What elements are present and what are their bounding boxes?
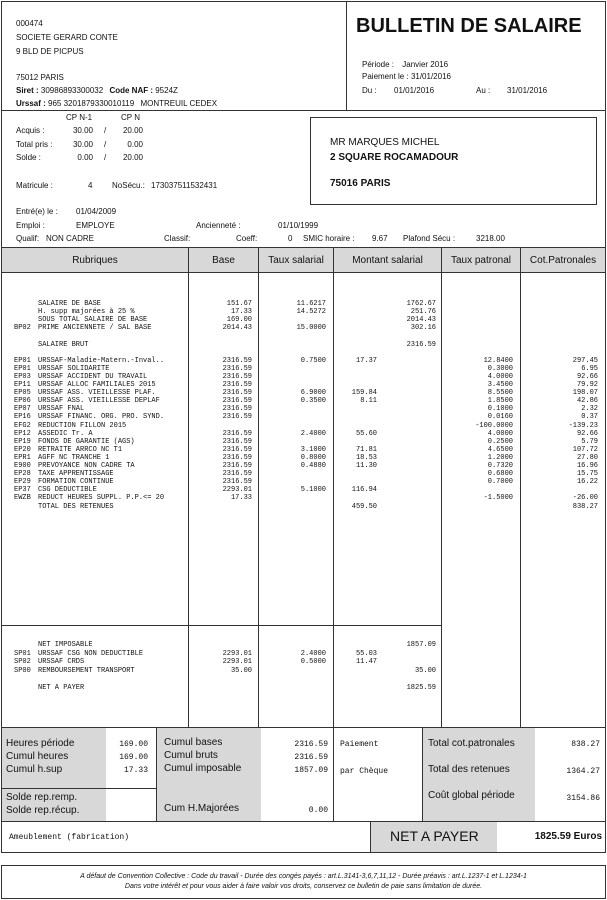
row-base: 169.00	[226, 316, 252, 325]
row-cot-patronale: 16.22	[576, 478, 598, 487]
row-code: EP20	[14, 445, 31, 454]
row-label: URSSAF ASS. VIEILLESSE PLAF.	[38, 389, 156, 398]
table-row	[0, 684, 607, 692]
row-base: 17.33	[230, 494, 252, 503]
row-taux-patronal: 8.5500	[487, 389, 513, 398]
paiement-mode: par Chèque	[340, 767, 389, 776]
cout-global-label: Coût global période	[428, 790, 515, 801]
conges-pris-n1: 30.00	[72, 140, 93, 149]
plafond-label: Plafond Sécu :	[403, 234, 456, 243]
row-gain: 251.76	[410, 308, 436, 317]
table-row	[0, 667, 607, 675]
row-gain: 1825.59	[406, 684, 436, 692]
row-base: 2316.59	[222, 381, 252, 389]
row-taux-salarial: 3.1000	[300, 445, 326, 454]
col-taux-patronal: Taux patronal	[450, 255, 512, 266]
total-retenues-value: 1364.27	[566, 767, 600, 776]
employee-name: MR MARQUES MICHEL	[330, 137, 440, 148]
row-gain: 35.00	[414, 666, 436, 675]
row-label: PREVOYANCE NON CADRE TA	[38, 462, 135, 470]
matricule-label: Matricule :	[16, 181, 53, 190]
conges-solde-n1: 0.00	[77, 153, 93, 162]
row-label: URSSAF CSG NON DEDUCTIBLE	[38, 649, 144, 658]
table-row	[0, 486, 607, 494]
row-cot-patronale: 838.27	[572, 502, 598, 511]
row-code: EP01	[14, 356, 31, 365]
du-value: 01/01/2016	[394, 86, 435, 95]
row-label: FONDS DE GARANTIE (AGS)	[38, 437, 135, 446]
row-code: SP02	[14, 658, 31, 667]
employer-siret: Siret : 30986893300032 Code NAF : 9524Z	[16, 86, 178, 95]
conges-pris-n: 0.00	[127, 140, 143, 149]
row-code: SP00	[14, 666, 31, 675]
row-code: EP16	[14, 413, 31, 422]
table-row	[0, 478, 607, 486]
row-code: EP29	[14, 478, 31, 487]
row-label: REDUCT HEURES SUPPL. P.P.<= 20	[38, 494, 165, 503]
row-label: URSSAF FINANC. ORG. PRO. SYND.	[38, 413, 165, 422]
table-row	[0, 422, 607, 430]
col-rubriques: Rubriques	[72, 255, 118, 266]
row-label: URSSAF SOLIDARITE	[38, 364, 110, 373]
cumul-bruts-value: 2316.59	[294, 753, 328, 762]
table-row	[0, 438, 607, 446]
table-row	[0, 381, 607, 389]
row-taux-salarial: 0.5000	[300, 658, 326, 667]
table-row	[0, 349, 607, 357]
cum-hmaj-label: Cum H.Majorées	[164, 803, 240, 814]
row-label: RETRAITE ARRCO NC T1	[38, 445, 123, 454]
row-cot-patronale: 92.66	[576, 372, 598, 381]
row-taux-patronal: 1.8500	[487, 397, 513, 406]
employer-address: 9 BLD DE PICPUS	[16, 47, 84, 56]
table-row	[0, 494, 607, 502]
row-retenue: 116.94	[351, 486, 377, 495]
row-code: EPR1	[14, 453, 31, 462]
row-taux-salarial: 2.4000	[300, 429, 326, 438]
nosecu-label: NoSécu.:	[112, 181, 145, 190]
row-label: NET IMPOSABLE	[38, 641, 93, 649]
row-taux-salarial: 11.6217	[296, 300, 326, 308]
row-base: 2316.59	[222, 397, 252, 406]
row-base: 2293.01	[222, 649, 252, 658]
row-label: AGFF NC TRANCHE 1	[38, 453, 110, 462]
row-base: 2316.59	[222, 470, 252, 479]
row-code: SP01	[14, 649, 31, 658]
row-taux-patronal: 0.1000	[487, 405, 513, 414]
anciennete-value: 01/10/1999	[278, 221, 319, 230]
row-label: URSSAF CRDS	[38, 658, 85, 667]
row-taux-patronal: 0.7000	[487, 478, 513, 487]
row-code: EP01	[14, 364, 31, 373]
row-gain: 302.16	[410, 324, 436, 333]
table-row	[0, 357, 607, 365]
row-code: EFG2	[14, 421, 31, 430]
row-label: URSSAF ACCIDENT DU TRAVAIL	[38, 372, 148, 381]
row-taux-patronal: 0.0160	[487, 413, 513, 422]
table-row	[0, 341, 607, 349]
cumul-heures-label: Cumul heures	[6, 751, 69, 762]
row-cot-patronale: 27.80	[576, 453, 598, 462]
employee-city: 75016 PARIS	[330, 178, 391, 189]
row-taux-patronal: 0.7320	[487, 462, 513, 470]
row-taux-patronal: -100.0000	[475, 421, 513, 430]
row-code: EP05	[14, 389, 31, 398]
row-label: URSSAF ALLOC FAMILIALES 2015	[38, 381, 156, 389]
solde-recup-label: Solde rep.récup.	[6, 805, 80, 816]
row-base: 2316.59	[222, 413, 252, 422]
row-base: 2316.59	[222, 437, 252, 446]
row-taux-patronal: 1.2000	[487, 453, 513, 462]
cum-hmaj-value: 0.00	[308, 806, 328, 815]
row-label: CSG DEDUCTIBLE	[38, 486, 97, 495]
employer-code: 000474	[16, 19, 43, 28]
row-label: SOUS TOTAL SALAIRE DE BASE	[38, 316, 148, 325]
table-row	[0, 308, 607, 316]
row-code: EP11	[14, 381, 31, 389]
employer-name: SOCIETE GERARD CONTE	[16, 33, 118, 42]
row-base: 2316.59	[222, 405, 252, 414]
row-base: 2316.59	[222, 429, 252, 438]
conges-col-n: CP N	[121, 113, 140, 122]
heures-periode-value: 169.00	[119, 740, 148, 749]
row-retenue: 11.47	[355, 658, 377, 667]
row-label: URSSAF ASS. VIEILLESSE DEPLAF	[38, 397, 160, 406]
table-row	[0, 332, 607, 340]
periode-line: Période : Janvier 2016	[362, 60, 449, 69]
row-gain: 2014.43	[406, 316, 436, 325]
row-retenue: 11.30	[355, 462, 377, 470]
table-row	[0, 405, 607, 413]
row-cot-patronale: -26.00	[572, 494, 598, 503]
row-label: H. supp majorées à 25 %	[38, 308, 135, 317]
row-taux-salarial: 0.4880	[300, 462, 326, 470]
row-cot-patronale: 92.66	[576, 429, 598, 438]
row-label: TAXE APPRENTISSAGE	[38, 470, 114, 479]
table-row	[0, 641, 607, 649]
col-cot-patronales: Cot.Patronales	[529, 255, 597, 266]
row-cot-patronale: 79.92	[576, 381, 598, 389]
row-gain: 1762.67	[406, 300, 436, 308]
anciennete-label: Ancienneté :	[196, 221, 241, 230]
cumul-hsup-value: 17.33	[123, 766, 148, 775]
coeff-value: 0	[288, 234, 293, 243]
row-taux-salarial: 14.5272	[296, 308, 326, 317]
qualif-label: Qualif:	[16, 234, 40, 243]
row-retenue: 71.81	[355, 445, 377, 454]
row-cot-patronale: 198.07	[572, 389, 598, 398]
row-cot-patronale: 15.75	[576, 470, 598, 479]
row-label: URSSAF FNAL	[38, 405, 85, 414]
activity-label: Ameublement (fabrication)	[9, 833, 130, 842]
classif-label: Classif:	[164, 234, 191, 243]
au-value: 31/01/2016	[507, 86, 548, 95]
au-label: Au :	[476, 86, 491, 95]
row-cot-patronale: 107.72	[572, 445, 598, 454]
matricule-value: 4	[88, 181, 93, 190]
row-label: TOTAL DES RETENUES	[38, 502, 114, 511]
row-code: BP02	[14, 324, 31, 333]
table-row	[0, 462, 607, 470]
row-base: 2014.43	[222, 324, 252, 333]
row-code: EP07	[14, 405, 31, 414]
table-row	[0, 316, 607, 324]
total-cot-value: 838.27	[571, 740, 600, 749]
row-code: EWZB	[14, 494, 31, 503]
row-base: 2316.59	[222, 445, 252, 454]
total-cot-label: Total cot.patronales	[428, 738, 515, 749]
payslip-page: 000474 SOCIETE GERARD CONTE 9 BLD DE PICPUS 75012 PARIS Siret : 30986893300032 Code NAF : 9524Z Urssaf : 965 320187933001011​9 MONTREUIL CEDEX BULLETIN DE SALAIRE Période : Janvier 2016 Paiement le : 31/01/2016 Du : 01/01/2016 Au : 31/01/2016 CP N-1 CP N Acquis : 30.00 / 20.00 Total pris : 30.00 / 0.00 Solde : 0.00 / 20.00 MR MARQUES MICHEL 2 SQUARE ROCAMADOUR 75016 PARIS Matricule : 4 NoSécu.: 173037511532431 Entré(e) le : 01/04/2009 Emploi : EMPLOYE Ancienneté : 01/10/1999 Qualif: NON CADRE Classif: Coeff: 0 SMIC horaire : 9.67 Plafond Sécu : 3218.00 Rubriques Base Taux salarial Montant salarial Taux patronal Cot.Patronales SALAIRE DE BASE 151.67 11.6217 1762.67 H. supp majorées à 25 % 17.33 14.5272 251.76 SOUS TOTAL SALAIRE DE BASE 169.00 2014.43 BP02 PRIME ANCIENNETE / SAL BASE 2014.43 15.0000 302.16 SALAIRE BRUT 2316.59 EP01 URSSAF-Maladie-Matern.-Inval.. 2316.59 0.7500 17.37 12.8400 297.45 EP01 URSSAF SOLIDARITE 2316.59 0.3000 6.95 EP03 URSSAF ACCIDENT DU TRAVAIL 2316.59 4.0000 92.66 EP11 URSSAF ALLOC FAMILIALES 2015 2316.59 3.4500 79.92 EP05 URSSAF ASS. VIEILLESSE PLAF. 2316.59 6.9000 159.84 8.5500 198.07 EP06 URSSAF ASS. VIEILLESSE DEPLAF 2316.59 0.3500 8.11 1.8500 42.86 EP07 URSSAF FNAL 2316.59 0.1000 2.32 EP16 URSSAF FINANC. ORG. PRO. SYND. 2316.59 0.0160 0.37 EFG2 REDUCTION FILLON 2015 -100.0000 -139.23 EP12 ASSEDIC Tr. A 2316.59 2.4000 55.60 4.0000 92.66 EP19 FONDS DE GARANTIE (AGS) 2316.59 0.2500 5.79 EP20 RETRAITE ARRCO NC T1 2316.59 3.1000 71.81 4.6500 107.72 EPR1 AGFF NC TRANCHE 1 2316.59 0.8000 18.53 1.2000 27.80 E900 PREVOYANCE NON CADRE TA 2316.59 0.4880 11.30 0.7320 16.96 EP28 TAXE APPRENTISSAGE 2316.59 0.6800 15.75 EP29 FORMATION CONTINUE 2316.59 0.7000 16.22 EP37 CSG DEDUCTIBLE 2293.01 5.1000 116.94 EWZB REDUCT HEURES SUPPL. P.P.<= 20 17.33 -1.5000 -26.00 TOTAL DES RETENUES 459.50 838.27 NET IMPOSABLE 1857.09 SP01 URSSAF CSG NON DEDUCTIBLE 2293.01 2.4000 55.03 SP02 URSSAF CRDS 2293.01 0.5000 11.47 SP00 REMBOURSEMENT TRANSPORT 35.00 35.00 NET A PAYER 1825.59 Heures période 169.00 Cumul heures 169.00 Cumul h.sup 17.33 Solde rep.remp. Solde rep.récup. Cumul bases 2316.59 Cumul bruts 2316.59 Cumul imposable 1857.09 Cum H.Majorées 0.00 Paiement par Chèque Total cot.patronales 838.27 Total des retenues 1364.27 Coût global période 3154.86 Ameublement (fabrication) NET A PAYER 1825.59 Euros A défaut de Convention Collective : Code du travail - Durée des congés payés : art.L.3141-3,6,7,11,12 - Durée préavis : art.L.1237-1 et L.1234-1 Dans votre intérêt et pour vous aider à faire valoir vos droits, conservez ce bulletin de paie sans limitation de durée.	[0, 0, 607, 900]
entree-label: Entré(e) le :	[16, 207, 58, 216]
emploi-value: EMPLOYE	[76, 221, 115, 230]
cumul-heures-value: 169.00	[119, 753, 148, 762]
cumul-imposable-value: 1857.09	[294, 766, 328, 775]
row-taux-patronal: 4.0000	[487, 372, 513, 381]
table-row	[0, 413, 607, 421]
row-base: 17.33	[230, 308, 252, 317]
row-base: 151.67	[226, 300, 252, 308]
row-base: 2316.59	[222, 372, 252, 381]
table-row	[0, 454, 607, 462]
table-row	[0, 470, 607, 478]
row-base: 2293.01	[222, 486, 252, 495]
row-cot-patronale: 297.45	[572, 356, 598, 365]
row-taux-salarial: 0.8000	[300, 453, 326, 462]
conges-row-label: Acquis :	[16, 126, 45, 135]
row-gain: 1857.09	[406, 641, 436, 649]
table-row	[0, 365, 607, 373]
cumul-bases-value: 2316.59	[294, 740, 328, 749]
row-cot-patronale: 16.96	[576, 462, 598, 470]
solde-remp-label: Solde rep.remp.	[6, 792, 78, 803]
nosecu-value: 173037511532431	[151, 181, 218, 190]
employer-city: 75012 PARIS	[16, 73, 64, 82]
table-row	[0, 389, 607, 397]
cumul-bruts-label: Cumul bruts	[164, 750, 218, 761]
employer-urssaf: Urssaf : 965 320187933001011​9 MONTREUIL CEDEX	[16, 99, 218, 108]
legal-line-1: A défaut de Convention Collective : Code du travail - Durée des congés payés : art.L.3141-3,6,7,11,12 - Durée préavis : art.L.1237-1 et L.1234-1	[80, 873, 527, 880]
row-label: PRIME ANCIENNETE / SAL BASE	[38, 324, 152, 333]
row-cot-patronale: 0.37	[581, 413, 598, 422]
row-taux-patronal: 0.3000	[487, 364, 513, 373]
row-code: EP06	[14, 397, 31, 406]
row-label: SALAIRE BRUT	[38, 340, 89, 349]
conges-col-n1: CP N-1	[66, 113, 93, 122]
table-row	[0, 650, 607, 658]
legal-line-2: Dans votre intérêt et pour vous aider à faire valoir vos droits, conservez ce bulletin de paie sans limitation de durée.	[124, 883, 483, 890]
row-retenue: 18.53	[355, 453, 377, 462]
row-code: EP37	[14, 486, 31, 495]
table-row	[0, 675, 607, 683]
cumul-bases-label: Cumul bases	[164, 737, 223, 748]
table-row	[0, 503, 607, 511]
row-code: EP19	[14, 437, 31, 446]
conges-solde-n: 20.00	[122, 153, 143, 162]
row-cot-patronale: 6.95	[581, 364, 598, 373]
cumul-imposable-label: Cumul imposable	[164, 763, 242, 774]
table-row	[0, 658, 607, 666]
document-title: BULLETIN DE SALAIRE	[356, 15, 582, 37]
col-montant-salarial: Montant salarial	[352, 255, 423, 266]
net-a-payer-value: 1825.59 Euros	[534, 831, 602, 842]
row-retenue: 459.50	[351, 502, 377, 511]
row-taux-patronal: 12.8400	[483, 356, 513, 365]
conges-acquis-n1: 30.00	[72, 126, 93, 135]
row-code: EP12	[14, 429, 31, 438]
row-taux-salarial: 5.1000	[300, 486, 326, 495]
row-label: FORMATION CONTINUE	[38, 478, 114, 487]
row-label: SALAIRE DE BASE	[38, 300, 102, 308]
row-retenue: 159.84	[351, 389, 377, 398]
row-retenue: 55.60	[355, 429, 377, 438]
emploi-label: Emploi :	[16, 221, 45, 230]
row-base: 2316.59	[222, 389, 252, 398]
row-retenue: 55.03	[355, 649, 377, 658]
smic-label: SMIC horaire :	[303, 234, 355, 243]
row-retenue: 17.37	[355, 356, 377, 365]
row-code: EP28	[14, 470, 31, 479]
plafond-value: 3218.00	[476, 234, 505, 243]
row-taux-patronal: 4.0000	[487, 429, 513, 438]
row-label: ASSEDIC Tr. A	[38, 429, 93, 438]
row-taux-salarial: 0.3500	[300, 397, 326, 406]
row-base: 2316.59	[222, 453, 252, 462]
row-base: 2316.59	[222, 356, 252, 365]
smic-value: 9.67	[372, 234, 388, 243]
row-gain: 2316.59	[406, 340, 436, 349]
row-cot-patronale: 42.86	[576, 397, 598, 406]
row-label: REDUCTION FILLON 2015	[38, 421, 127, 430]
employee-address: 2 SQUARE ROCAMADOUR	[330, 152, 459, 163]
row-code: E900	[14, 462, 31, 470]
total-retenues-label: Total des retenues	[428, 764, 510, 775]
conges-row-label: Solde :	[16, 153, 41, 162]
row-taux-salarial: 0.7500	[300, 356, 326, 365]
row-code: EP03	[14, 372, 31, 381]
row-taux-patronal: 0.6800	[487, 470, 513, 479]
conges-row-label: Total pris :	[16, 140, 53, 149]
row-taux-patronal: -1.5000	[483, 494, 513, 503]
coeff-label: Coeff:	[236, 234, 258, 243]
entree-value: 01/04/2009	[76, 207, 117, 216]
row-cot-patronale: 5.79	[581, 437, 598, 446]
row-taux-patronal: 4.6500	[487, 445, 513, 454]
qualif-value: NON CADRE	[46, 234, 95, 243]
row-base: 2316.59	[222, 364, 252, 373]
paiement-line: Paiement le : 31/01/2016	[362, 72, 451, 81]
cout-global-value: 3154.86	[566, 794, 600, 803]
row-taux-salarial: 2.4000	[300, 649, 326, 658]
paiement-label: Paiement	[340, 740, 379, 749]
row-taux-patronal: 0.2500	[487, 437, 513, 446]
table-row	[0, 446, 607, 454]
row-cot-patronale: -139.23	[568, 421, 598, 430]
row-label: NET A PAYER	[38, 684, 85, 692]
heures-periode-label: Heures période	[6, 738, 75, 749]
net-a-payer-label: NET A PAYER	[390, 828, 479, 844]
conges-acquis-n: 20.00	[122, 126, 143, 135]
col-taux-salarial: Taux salarial	[268, 255, 324, 266]
table-row	[0, 397, 607, 405]
row-label: URSSAF-Maladie-Matern.-Inval..	[38, 356, 165, 365]
row-base: 2316.59	[222, 478, 252, 487]
table-row	[0, 373, 607, 381]
row-taux-patronal: 3.4500	[487, 381, 513, 389]
table-row	[0, 430, 607, 438]
table-row	[0, 300, 607, 308]
du-label: Du :	[362, 86, 377, 95]
row-label: REMBOURSEMENT TRANSPORT	[38, 666, 135, 675]
row-cot-patronale: 2.32	[581, 405, 598, 414]
row-retenue: 8.11	[360, 397, 377, 406]
col-base: Base	[212, 255, 235, 266]
row-base: 35.00	[230, 666, 252, 675]
table-row	[0, 324, 607, 332]
row-base: 2316.59	[222, 462, 252, 470]
row-taux-salarial: 15.0000	[296, 324, 326, 333]
row-base: 2293.01	[222, 658, 252, 667]
cumul-hsup-label: Cumul h.sup	[6, 764, 63, 775]
row-taux-salarial: 6.9000	[300, 389, 326, 398]
